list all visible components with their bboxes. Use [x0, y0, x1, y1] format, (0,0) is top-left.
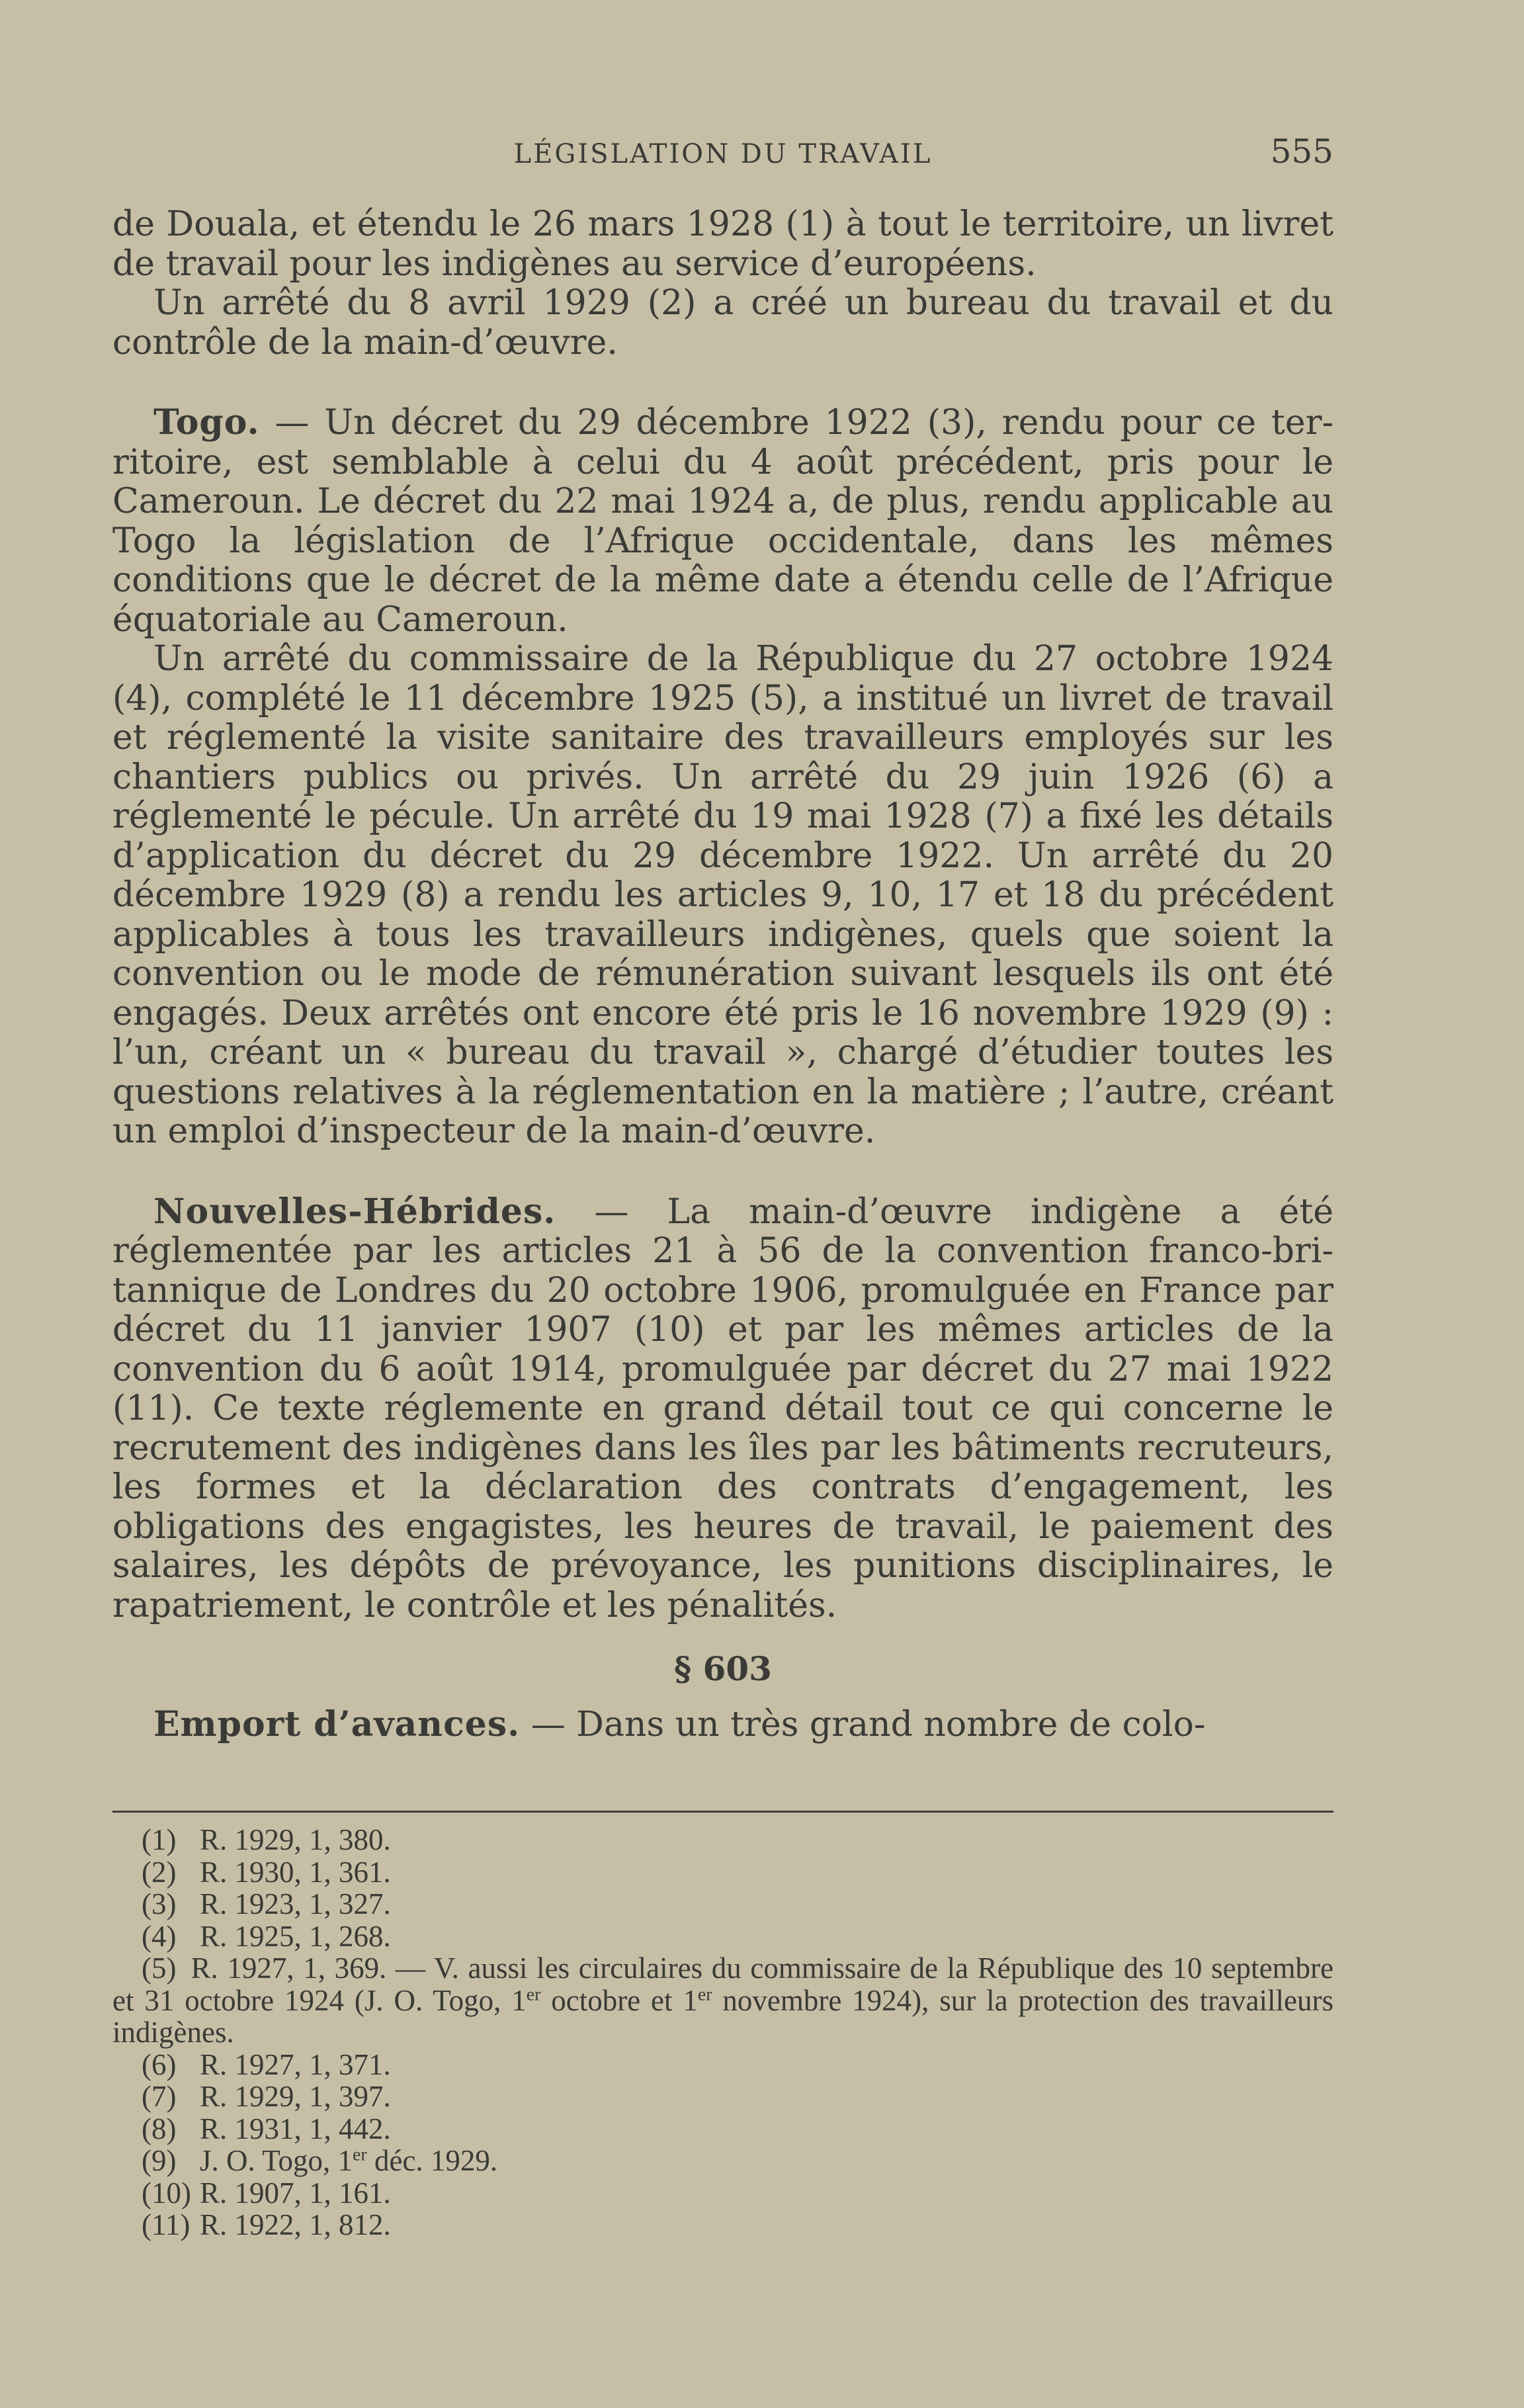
footnote-7: [112, 2081, 1334, 2113]
footnote-text: déc. 1929.: [366, 2144, 498, 2177]
paragraph-togo-text: — Un décret du 29 décembre 1922 (3), rendu pour ce territoire, est semblable à celui du 4 août précédent, pris pour le Cameroun. Le décret du 22 mai 1924 a, de plus, rendu applicable au Togo la législation de l’Afrique occidentale, dans les mêmes conditions que le décret de la même date a étendu celle de l’Afrique équatoriale au Cameroun.: [112, 403, 1334, 640]
paragraph-continued: de Douala, et étendu le 26 mars 1928 (1) à tout le territoire, un livret de travail pour les indigènes au service d’européens.: [112, 204, 1334, 284]
footnote-text: R. 1929, 1, 397.: [200, 2080, 391, 2113]
run-in-heading-emport-avances: Emport d’avances.: [153, 1703, 521, 1744]
footnote-1: [112, 1824, 1334, 1856]
footnote-9: [112, 2145, 1334, 2177]
footnote-number: (8): [142, 2112, 177, 2145]
footnote-number: (4): [142, 1919, 177, 1953]
run-in-heading-nouvelles-hebrides: Nouvelles-Hébrides.: [153, 1191, 556, 1232]
footnote-number: (2): [142, 1855, 177, 1889]
footnote-text: R. 1923, 1, 327.: [200, 1887, 391, 1920]
footnote-8: [112, 2113, 1334, 2145]
footnote-text: octobre et 1: [540, 1983, 698, 2017]
footnote-superscript: er: [697, 1984, 712, 2005]
paragraph-nouvelles-hebrides-text: — La main-d’œuvre indigène a été réglementée par les articles 21 à 56 de la convention franco-britannique de Londres du 20 octobre 1906, promulguée en France par décret du 11 janvier 1907 (10) et par les mêmes articles de la convention du 6 août 1914, promulguée par décret du 27 mai 1922 (11). Ce texte réglemente en grand détail tout ce qui concerne le recrutement des indigènes dans les îles par les bâtiments recruteurs, les formes et la déclaration des contrats d’engagement, les obligations des engagistes, les heures de travail, le paiement des salaires, les dépôts de prévoyance, les punitions disciplinaires, le rapatriement, le contrôle et les pénalités.: [112, 1191, 1334, 1625]
footnote-text: R. 1931, 1, 442.: [200, 2112, 391, 2145]
footnote-10: [112, 2177, 1334, 2210]
paragraph-arretes-togo: Un arrêté du commissaire de la République du 27 octobre 1924 (4), complété le 11 décembre 1925 (5), a institué un livret de travail et réglementé la visite sanitaire des travailleurs employés sur les chantiers publics ou privés. Un arrêté du 29 juin 1926 (6) a réglementé le pécule. Un arrêté du 19 mai 1928 (7) a fixé les détails d’application du décret du 29 décembre 1922. Un arrêté du 20 décembre 1929 (8) a rendu les articles 9, 10, 17 et 18 du précédent applicables à tous les travailleurs indigènes, quels que soient la convention ou le mode de rémunération suivant lesquels ils ont été engagés. Deux arrêtés ont encore été pris le 16 novembre 1929 (9) : l’un, créant un « bureau du travail », chargé d’étudier toutes les questions relatives à la réglementation en la matière ; l’autre, créant un emploi d’inspecteur de la main-d’œuvre.: [112, 639, 1334, 1151]
footnote-superscript: er: [353, 2144, 367, 2165]
body-text: [112, 205, 1334, 1744]
footnote-rule: [112, 1811, 1334, 1813]
page-header: [112, 132, 1334, 179]
footnote-text: R. 1907, 1, 161.: [200, 2176, 391, 2210]
footnote-5: [112, 1952, 1334, 2049]
footnote-11: [112, 2209, 1334, 2241]
footnote-4: [112, 1920, 1334, 1953]
footnote-text: R. 1927, 1, 369. — V. aussi les circulaires du commissaire de la République des 10 septembre et 31 octobre 1924 (J. O. Togo, 1: [112, 1952, 1334, 2017]
footnote-text: R. 1925, 1, 268.: [200, 1919, 391, 1953]
footnote-number: (5): [142, 1952, 177, 1985]
footnote-number: (11): [142, 2208, 190, 2241]
footnote-text: R. 1930, 1, 361.: [200, 1855, 391, 1889]
footnote-text: R. 1927, 1, 371.: [200, 2047, 391, 2081]
footnote-number: (1): [142, 1823, 177, 1856]
paragraph-emport-avances: [112, 1705, 1334, 1745]
paragraph-bureau-travail: Un arrêté du 8 avril 1929 (2) a créé un bureau du travail et du contrôle de la main-d’œuvre.: [112, 283, 1334, 363]
footnote-number: (6): [142, 2047, 177, 2081]
running-title: LÉGISLATION DU TRAVAIL: [513, 139, 933, 169]
footnote-number: (10): [142, 2176, 191, 2210]
footnote-6: [112, 2049, 1334, 2081]
footnote-2: [112, 1856, 1334, 1889]
footnote-text: J. O. Togo, 1: [200, 2144, 353, 2177]
run-in-heading-togo: Togo.: [153, 402, 260, 443]
paragraph-nouvelles-hebrides: [112, 1192, 1334, 1626]
section-heading: § 603: [674, 1649, 772, 1688]
footnote-text: R. 1922, 1, 812.: [200, 2208, 391, 2241]
footnotes: [112, 1824, 1334, 2241]
footnote-number: (7): [142, 2080, 177, 2113]
footnote-text: novembre 1924), sur la protection des travailleurs indigènes.: [112, 1983, 1334, 2049]
footnote-number: (3): [142, 1887, 177, 1920]
footnote-3: [112, 1888, 1334, 1920]
footnote-superscript: er: [526, 1984, 541, 2005]
paragraph-emport-avances-text: — Dans un très grand nombre de colo-: [530, 1704, 1206, 1744]
page-number: 555: [1270, 132, 1334, 171]
footnote-text: R. 1929, 1, 380.: [200, 1823, 391, 1856]
footnote-number: (9): [142, 2144, 177, 2177]
paragraph-togo: [112, 403, 1334, 640]
